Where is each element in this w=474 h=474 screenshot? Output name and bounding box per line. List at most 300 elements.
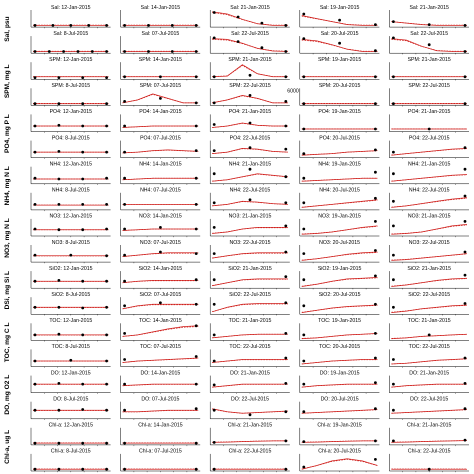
panel-title: PO4: 20-Jul-2015 (319, 135, 360, 142)
observed-point (105, 306, 108, 309)
observed-point (428, 128, 431, 131)
panel-title: TOC: 8-Jul-2015 (51, 344, 90, 351)
observed-point (159, 226, 162, 229)
model-line-dashed (123, 305, 199, 309)
observed-point (195, 203, 198, 206)
panel-title: DO: 14-Jan-2015 (140, 370, 181, 377)
observed-point (464, 220, 467, 223)
panel-toc-jul-4 (300, 344, 380, 368)
panel-title: NH4: 8-Jul-2015 (51, 187, 90, 194)
panel-nh4-jul-5 (389, 188, 469, 212)
observed-point (81, 178, 84, 181)
model-line (212, 39, 288, 52)
model-line-dashed (391, 359, 467, 364)
observed-point (249, 413, 252, 416)
observed-point (213, 201, 216, 204)
observed-point (464, 302, 467, 305)
observed-point (374, 458, 377, 461)
observed-point (464, 168, 467, 171)
panel-title: Chl-a: 12-Jan-2015 (48, 422, 94, 429)
panel-axes (31, 141, 111, 158)
observed-point (58, 382, 61, 385)
panel-axes (31, 219, 111, 236)
observed-point (123, 177, 126, 180)
panel-title: TOC: 21-Jan-2015 (407, 318, 451, 325)
panel-axes (300, 271, 380, 288)
model-line-dashed (212, 334, 288, 338)
observed-point (195, 177, 198, 180)
panel-toc-jan-5 (389, 318, 469, 342)
observed-point (62, 50, 65, 53)
panel-title: PO4: 22-Jul-2015 (229, 135, 271, 142)
panel-title: PO4: 8-Jul-2015 (51, 135, 90, 142)
observed-point (302, 228, 305, 231)
observed-point (284, 201, 287, 204)
panel-title: DO: 8-Jul-2015 (53, 396, 89, 403)
panel-axes (31, 454, 111, 471)
panel-title: Chl-a: 22-Jul-2015 (407, 448, 451, 455)
panel-chl-a-jul-1 (31, 449, 111, 473)
panel-title: Sal: 22-Jul-2015 (410, 30, 449, 37)
model-line-dashed (391, 175, 467, 181)
panel-dsi-jul-1 (31, 292, 111, 316)
observed-point (464, 146, 467, 149)
panel-title: TOC: 21-Jan-2015 (228, 318, 272, 325)
observed-point (58, 409, 61, 412)
observed-point (195, 102, 198, 105)
panel-toc-jul-2 (121, 344, 201, 368)
panel-axes (121, 271, 201, 288)
panel-spm-jan-4 (300, 57, 380, 81)
model-line-dashed (212, 174, 288, 181)
observed-point (123, 468, 126, 471)
observed-point (81, 334, 84, 337)
panel-title: NO3: 12-Jan-2015 (49, 213, 93, 220)
observed-point (105, 468, 108, 471)
model-line (302, 360, 378, 365)
observed-point (34, 76, 37, 79)
observed-point (284, 175, 287, 178)
panel-title: PO4: 07-Jul-2015 (140, 135, 181, 142)
panel-title: SPM: 21-Jan-2015 (228, 57, 272, 63)
observed-point (392, 200, 395, 203)
observed-point (58, 442, 61, 445)
observed-point (392, 278, 395, 281)
observed-point (213, 441, 216, 444)
panel-nh4-jan-1 (31, 162, 111, 186)
observed-point (284, 100, 287, 103)
observed-point (105, 50, 108, 53)
panel-title: SiO2: 19-Jan-2015 (317, 265, 362, 272)
observed-point (428, 23, 431, 26)
panel-title: SPM: 22-Jul-2015 (408, 83, 450, 90)
observed-point (123, 280, 126, 283)
observed-point (58, 178, 61, 181)
panel-title: SiO2: 22-Jul-2015 (229, 292, 271, 298)
panel-axes (121, 36, 201, 53)
observed-point (249, 146, 252, 149)
panel-title: NO3: 22-Jul-2015 (229, 239, 271, 246)
panel-title: NO3: 20-Jul-2015 (319, 239, 361, 246)
panel-title: Chl-a: 8-Jul-2015 (50, 448, 91, 455)
model-line-dashed (391, 305, 467, 312)
observed-point (392, 37, 395, 40)
panel-no3-jul-5 (389, 240, 469, 263)
panel-toc-jan-2 (121, 318, 201, 342)
panel-no3-jan-1 (31, 214, 111, 238)
panel-title: SiO2: 12-Jan-2015 (49, 265, 93, 272)
panel-axes (31, 323, 111, 340)
observed-point (81, 151, 84, 154)
observed-point (284, 148, 287, 151)
observed-point (34, 228, 37, 231)
observed-point (123, 358, 126, 361)
observed-point (147, 24, 150, 27)
observed-point (464, 439, 467, 442)
observed-point (171, 24, 174, 27)
observed-point (159, 251, 162, 254)
observed-point (302, 128, 305, 131)
observed-point (123, 151, 126, 154)
observed-point (213, 37, 216, 40)
observed-point (123, 254, 126, 257)
observed-point (284, 275, 287, 278)
panel-title: SiO2: 21-Jan-2015 (407, 265, 451, 272)
panel-axes (121, 167, 201, 184)
model-line-dashed (391, 198, 467, 207)
panel-axes (31, 271, 111, 288)
observed-point (464, 407, 467, 410)
observed-point (338, 19, 341, 22)
observed-point (302, 304, 305, 307)
observed-point (58, 279, 61, 282)
panel-title: TOC: 19-Jan-2015 (318, 318, 362, 325)
row-labels (4, 16, 11, 463)
observed-point (374, 357, 377, 360)
panel-title: TOC: 07-Jul-2015 (139, 344, 181, 351)
observed-point (58, 306, 61, 309)
model-line-dashed (123, 281, 199, 283)
panel-do-jul-4 (300, 397, 380, 421)
observed-point (123, 203, 126, 206)
observed-point (284, 357, 287, 360)
panel-title: NH4: 14-Jan-2015 (139, 161, 182, 168)
observed-point (123, 304, 126, 307)
panel-axes (121, 428, 201, 445)
observed-point (58, 76, 61, 79)
observed-point (105, 360, 108, 363)
observed-point (284, 410, 287, 413)
observed-point (464, 251, 467, 254)
panel-do-jul-3 (210, 397, 290, 421)
observed-point (302, 278, 305, 281)
observed-point (284, 75, 287, 78)
model-line (302, 226, 378, 234)
panel-title: PO4: 22-Jul-2015 (408, 135, 450, 142)
panel-chl-a-jan-4 (300, 423, 380, 447)
observed-point (34, 334, 37, 337)
panel-title: PO4: 21-Jan-2015 (228, 109, 272, 116)
observed-point (171, 50, 174, 53)
panel-spm-jul-1 (31, 83, 111, 107)
model-line-dashed (302, 226, 378, 234)
observed-point (81, 307, 84, 310)
model-line-dashed (302, 178, 378, 181)
observed-point (284, 440, 287, 443)
panel-dsi-jan-5 (389, 266, 469, 290)
observed-point (195, 75, 198, 78)
panel-nh4-jan-3 (210, 162, 290, 186)
row-label-spm: SPM, mg L (4, 64, 11, 99)
observed-point (284, 251, 287, 254)
panel-axes (31, 428, 111, 445)
panel-nh4-jan-5 (389, 162, 469, 186)
panel-title: PO4: 12-Jan-2015 (49, 109, 93, 116)
panel-nh4-jul-1 (31, 188, 111, 212)
observed-point (302, 360, 305, 363)
panel-no3-jul-3 (210, 240, 290, 263)
model-line-dashed (123, 411, 199, 412)
panel-title: Sal: 14-Jan-2015 (140, 4, 181, 11)
panel-title: SPM: 21-Jan-2015 (407, 57, 451, 63)
observed-point (105, 203, 108, 206)
panel-axes (389, 88, 469, 105)
panel-title: Sal: 07-Jul-2015 (141, 30, 180, 37)
observed-point (302, 383, 305, 386)
panel-axes (31, 193, 111, 210)
observed-point (105, 409, 108, 412)
model-line-dashed (123, 253, 199, 256)
observed-point (195, 24, 198, 27)
model-line-dashed (212, 96, 288, 103)
panel-axes (121, 323, 201, 340)
panel-axes (210, 10, 290, 27)
observed-point (374, 197, 377, 200)
panel-title: TOC: 12-Jan-2015 (49, 318, 93, 325)
observed-point (284, 225, 287, 228)
panel-title: NH4: 21-Jan-2015 (408, 161, 451, 168)
panel-title: SiO2: 20-Jul-2015 (318, 292, 361, 298)
panel-title: DO: 21-Jan-2015 (230, 370, 270, 377)
panel-title: SiO2: 22-Jul-2015 (408, 292, 451, 298)
observed-point (249, 168, 252, 171)
observed-point (159, 97, 162, 100)
panel-spm-jan-5 (389, 57, 469, 81)
observed-point (302, 252, 305, 255)
panel-title: DO: 19-Jan-2015 (319, 370, 360, 377)
panel-chl-a-jan-2 (121, 423, 201, 447)
row-label-toc: TOC, mg C L (4, 322, 11, 363)
observed-point (464, 102, 467, 105)
observed-point (213, 102, 216, 105)
panel-po4-jan-1 (31, 109, 111, 133)
panel-chl-a-jul-4 (300, 449, 380, 473)
panel-sal-jan-2 (121, 5, 201, 29)
panel-title: NO3: 21-Jan-2015 (228, 213, 272, 220)
panel-title: SPM: 12-Jan-2015 (49, 57, 93, 63)
model-line-dashed (212, 253, 288, 258)
panel-title: NO3: 07-Jul-2015 (139, 239, 181, 246)
observed-point (34, 50, 37, 53)
observed-point (159, 301, 162, 304)
panel-title: NH4: 19-Jan-2015 (318, 161, 361, 168)
observed-point (81, 383, 84, 386)
observed-point (374, 303, 377, 306)
observed-point (284, 24, 287, 27)
observed-point (213, 278, 216, 281)
panel-po4-jan-2 (121, 109, 201, 133)
observed-point (34, 306, 37, 309)
observed-point (302, 13, 305, 16)
observed-point (195, 125, 198, 128)
model-line-dashed (212, 384, 288, 387)
panel-title: Sal: 20-Jul-2015 (320, 30, 359, 37)
panel-axes (121, 454, 201, 471)
observed-point (123, 75, 126, 78)
observed-point (213, 123, 216, 126)
panel-sal-jul-2 (121, 31, 201, 55)
panel-title: SiO2: 14-Jan-2015 (138, 265, 183, 272)
observed-point (105, 177, 108, 180)
panel-toc-jul-3 (210, 344, 290, 368)
observed-point (392, 440, 395, 443)
panel-title: NH4: 22-Jul-2015 (408, 187, 450, 194)
model-line-dashed (212, 360, 288, 363)
panel-sal-jul-5 (389, 31, 469, 55)
model-line-dashed (212, 149, 288, 154)
panel-axes (31, 114, 111, 131)
panel-dsi-jul-4 (300, 292, 380, 316)
observed-point (105, 151, 108, 154)
observed-point (302, 466, 305, 469)
panel-dsi-jan-3 (210, 266, 290, 290)
observed-point (123, 50, 126, 53)
panel-title: TOC: 20-Jul-2015 (319, 344, 361, 351)
panel-spm-jan-1 (31, 57, 111, 81)
model-line-dashed (391, 225, 467, 234)
observed-point (195, 468, 198, 471)
panel-axes (210, 402, 290, 419)
observed-point (105, 280, 108, 283)
observed-point (34, 203, 37, 206)
panel-sal-jan-1 (31, 5, 111, 29)
panel-axes (210, 323, 290, 340)
y-tick-label: 6000 (287, 88, 299, 95)
model-line-dashed (391, 279, 467, 287)
panel-axes (210, 297, 290, 314)
observed-point (302, 410, 305, 413)
observed-point (34, 254, 37, 257)
panel-spm-jul-5 (389, 83, 469, 107)
panel-title: SPM: 19-Jan-2015 (317, 57, 362, 63)
model-line (302, 277, 378, 286)
observed-point (464, 24, 467, 27)
observed-point (34, 360, 37, 363)
observed-point (213, 11, 216, 14)
observed-point (374, 23, 377, 26)
observed-point (81, 408, 84, 411)
observed-point (58, 468, 61, 471)
observed-point (105, 254, 108, 257)
observed-point (195, 303, 198, 306)
panel-spm-jul-4 (287, 83, 379, 107)
observed-point (195, 407, 198, 410)
panel-title: Chl-a: 14-Jan-2015 (138, 422, 183, 429)
observed-point (374, 49, 377, 52)
panel-axes (210, 36, 290, 53)
panel-title: Chl-a: 07-Jul-2015 (139, 448, 182, 455)
panel-do-jan-5 (389, 370, 469, 394)
panel-axes (31, 245, 111, 262)
panel-title: PO4: 14-Jan-2015 (139, 109, 182, 116)
panel-do-jan-1 (31, 370, 111, 394)
panel-chl-a-jul-5 (389, 449, 469, 473)
observed-point (284, 50, 287, 53)
observed-point (159, 75, 162, 78)
panel-title: DO: 07-Jul-2015 (141, 396, 180, 403)
panel-spm-jul-2 (121, 83, 201, 107)
observed-point (52, 24, 55, 27)
panel-no3-jul-2 (121, 240, 201, 263)
observed-point (69, 359, 72, 362)
observed-point (58, 150, 61, 153)
panel-title: NH4: 07-Jul-2015 (140, 187, 181, 194)
panel-title: Sal: 21-Jan-2015 (409, 4, 449, 11)
observed-point (464, 195, 467, 198)
observed-point (249, 198, 252, 201)
panel-title: SiO2: 07-Jul-2015 (139, 292, 182, 298)
observed-point (69, 254, 72, 257)
panels (31, 5, 469, 472)
panel-title: Chl-a: 21-Jan-2015 (227, 422, 273, 429)
panel-do-jan-4 (300, 370, 380, 394)
panel-po4-jul-5 (389, 135, 469, 159)
observed-point (34, 24, 37, 27)
model-line-dashed (302, 278, 378, 286)
panel-no3-jul-1 (31, 240, 111, 263)
observed-point (284, 468, 287, 471)
panel-toc-jul-1 (31, 344, 111, 368)
observed-point (392, 254, 395, 257)
observed-point (237, 16, 240, 19)
panel-title: SPM: 07-Jul-2015 (139, 83, 182, 90)
panel-axes (31, 297, 111, 314)
observed-point (34, 125, 37, 128)
panel-title: Sal: 19-Jan-2015 (319, 4, 360, 11)
panel-axes (121, 141, 201, 158)
observed-point (464, 382, 467, 385)
model-line-dashed (302, 384, 378, 387)
panel-title: PO4: 19-Jan-2015 (318, 109, 361, 116)
observed-point (195, 324, 198, 327)
observed-point (261, 22, 264, 25)
observed-point (392, 225, 395, 228)
panel-axes (300, 10, 380, 27)
panel-title: Chl-a: 21-Jan-2015 (406, 422, 452, 429)
panel-title: NO3: 8-Jul-2015 (51, 239, 90, 246)
model-line-dashed (212, 279, 288, 285)
panel-title: NO3: 22-Jul-2015 (408, 239, 450, 246)
observed-point (58, 124, 61, 127)
panel-spm-jul-3 (210, 83, 290, 107)
observed-point (392, 306, 395, 309)
panel-po4-jul-2 (121, 135, 201, 159)
observed-point (237, 40, 240, 43)
observed-point (105, 334, 108, 337)
observed-point (392, 409, 395, 412)
panel-title: DO: 20-Jul-2015 (320, 396, 359, 403)
panel-title: DO: 21-Jan-2015 (409, 370, 450, 377)
